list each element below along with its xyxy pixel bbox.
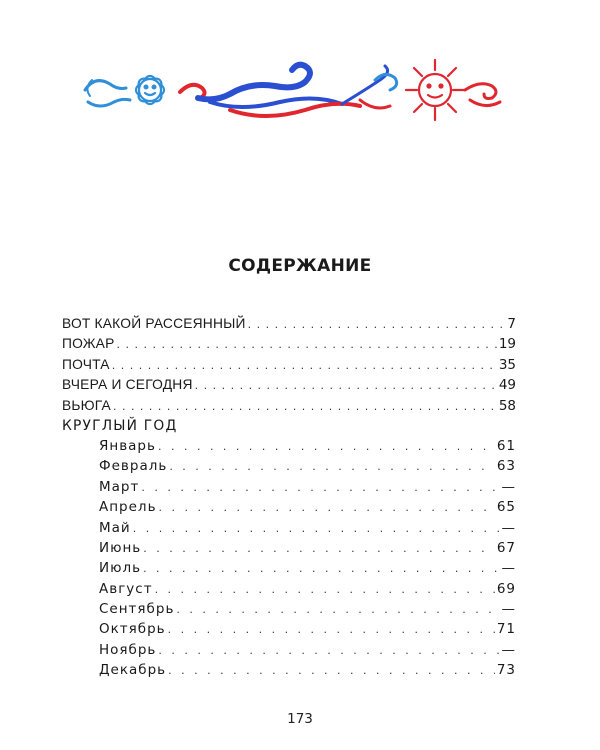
toc-section-title: КРУГЛЫЙ ГОД xyxy=(62,417,178,434)
dot-leader xyxy=(133,519,500,539)
dot-leader xyxy=(117,335,497,355)
toc-entry-title: Декабрь xyxy=(99,662,167,679)
toc-entry-title: ВЬЮГА xyxy=(62,397,111,413)
toc-entry-page: 49 xyxy=(498,377,516,394)
toc-entry-page: 71 xyxy=(496,621,516,638)
toc-month-entry[interactable] xyxy=(62,477,516,497)
dot-leader xyxy=(143,539,495,559)
toc-entry-page: — xyxy=(501,601,516,618)
toc-month-entry[interactable] xyxy=(62,436,516,456)
toc-entry[interactable] xyxy=(62,334,516,354)
dot-leader xyxy=(112,356,497,376)
toc-entry-page: 19 xyxy=(498,336,516,353)
toc-entry-page: 7 xyxy=(507,316,516,332)
table-of-contents xyxy=(62,314,516,681)
toc-entry-title: ВОТ КАКОЙ РАССЕЯННЫЙ xyxy=(62,316,246,331)
toc-entry-page: 67 xyxy=(496,539,516,556)
toc-entry[interactable] xyxy=(62,355,516,375)
dot-leader xyxy=(158,437,495,457)
ornament-vignette xyxy=(80,50,525,140)
toc-entry-title: Сентябрь xyxy=(99,601,175,618)
toc-entry-title: Октябрь xyxy=(99,621,166,638)
toc-entry[interactable] xyxy=(62,396,516,416)
toc-entry-page: — xyxy=(501,478,516,495)
dot-leader xyxy=(143,559,499,579)
toc-entry[interactable] xyxy=(62,314,516,334)
toc-entry-title: ПОЧТА xyxy=(62,356,110,372)
toc-entry-page: 35 xyxy=(498,356,516,373)
dot-leader xyxy=(155,580,495,600)
toc-heading: СОДЕРЖАНИЕ xyxy=(228,256,372,276)
toc-month-entry[interactable] xyxy=(62,579,516,599)
dot-leader xyxy=(168,620,495,640)
toc-month-entry[interactable] xyxy=(62,599,516,619)
toc-entry-page: 63 xyxy=(496,458,516,475)
toc-month-entry[interactable] xyxy=(62,456,516,476)
dot-leader xyxy=(113,397,497,417)
dot-leader xyxy=(159,498,495,518)
toc-entry-page: 73 xyxy=(496,662,516,679)
toc-entry-title: Январь xyxy=(99,437,156,454)
toc-month-entry[interactable] xyxy=(62,518,516,538)
toc-entry-title: Август xyxy=(99,580,153,597)
dot-leader xyxy=(169,457,495,477)
toc-entry-title: Апрель xyxy=(99,499,157,516)
toc-entry-title: ПОЖАР xyxy=(62,336,115,352)
toc-entry-page: 65 xyxy=(496,499,516,516)
toc-entry-page: 58 xyxy=(498,397,516,414)
sun-face-icon xyxy=(406,60,500,120)
toc-entry-title: ВЧЕРА И СЕГОДНЯ xyxy=(62,377,193,393)
flower-face-icon xyxy=(85,74,166,106)
dot-leader xyxy=(158,641,499,661)
toc-month-entry[interactable] xyxy=(62,558,516,578)
swirl-ornament xyxy=(180,65,397,116)
dot-leader xyxy=(176,600,499,620)
toc-entry-page: — xyxy=(501,641,516,658)
toc-entry-page: 69 xyxy=(496,580,516,597)
toc-entry[interactable] xyxy=(62,375,516,395)
dot-leader xyxy=(168,661,495,681)
dot-leader xyxy=(195,376,497,396)
toc-month-entry[interactable] xyxy=(62,619,516,639)
toc-entry-title: Ноябрь xyxy=(99,641,157,658)
toc-entry-page: — xyxy=(501,560,516,577)
page-number: 173 xyxy=(287,711,313,727)
toc-entry-page: — xyxy=(501,519,516,536)
dot-leader xyxy=(248,315,506,335)
toc-month-entry[interactable] xyxy=(62,538,516,558)
toc-entry-title: Май xyxy=(99,519,131,536)
toc-month-entry[interactable] xyxy=(62,497,516,517)
toc-month-entry[interactable] xyxy=(62,640,516,660)
toc-entry-title: Февраль xyxy=(99,458,168,475)
toc-entry-page: 61 xyxy=(496,437,516,454)
toc-entry-title: Июнь xyxy=(99,539,142,556)
toc-entry-title: Июль xyxy=(99,560,142,577)
dot-leader xyxy=(141,478,499,498)
toc-entry-title: Март xyxy=(99,478,140,495)
toc-month-entry[interactable] xyxy=(62,660,516,680)
